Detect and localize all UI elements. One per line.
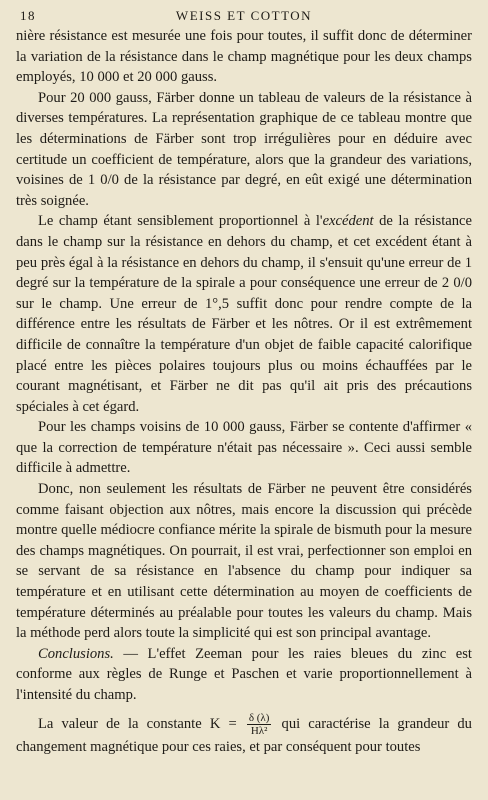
paragraph-constant [16, 712, 472, 758]
paragraph-1: nière résistance est mesurée une fois pour toutes, il suffit donc de déterminer la variation de la résistance dans le champ magnétique pour les deux champs employés, 10 000 et 20 000 gauss. [16, 28, 472, 86]
emphasis-excedent: excédent [322, 213, 374, 230]
paragraph-conclusions [16, 644, 472, 706]
fraction-numerator: δ (λ) [248, 711, 270, 724]
paragraph-3 [16, 211, 472, 417]
page-number: 18 [20, 8, 36, 23]
constant-text-rest: qui caractérise la grandeur du changement magnétique pour ces raies, et par conséquent pour toutes [16, 715, 472, 755]
body-text [16, 26, 472, 757]
paragraph-4: Pour les champs voisins de 10 000 gauss, Färber se contente d'affirmer « que la correction de température n'était pas nécessaire ». Ceci aussi semble difficile à admettre. [16, 419, 472, 477]
paragraph-3-start: Le champ étant sensiblement proportionnel à l' [38, 213, 323, 230]
paragraph-5: Donc, non seulement les résultats de Färber ne peuvent être considérés comme faisant objection aux nôtres, mais encore la discussion qui précède montre quelle médiocre confiance mérite la spirale de bismuth pour la mesure des champs magnétiques. On pourrait, il est vrai, perfectionner son emploi en se servant de sa résistance en l'absence du champ pour indiquer sa température et en utilisant cette détermination au moyen de coefficients de température déterminés au préalable pour toutes les valeurs du champ. Mais la méthode perd alors toute la simplicité qui est son principal avantage. [16, 481, 472, 642]
fraction-denominator: Hλ² [250, 724, 268, 737]
paragraph-2: Pour 20 000 gauss, Färber donne un tableau de valeurs de la résistance à diverses températures. La représentation graphique de ce tableau montre que les déterminations de Färber sont trop irrégulières pour en déduire avec certitude un coefficient de température, alors que la grandeur des variations, voisines de 1 0/0 de la résistance par degré, en eût exigé une détermination très soignée. [16, 89, 472, 209]
constant-text-start: La valeur de la constante K = [38, 715, 245, 732]
paragraph-3-rest: de la résistance dans le champ sur la résistance en dehors du champ, et cet excédent étant à peu près égal à la résistance en dehors du champ, il s'ensuit qu'une erreur de 1 degré sur la température de la spirale a pour conséquence une erreur de 2 0/0 sur le champ. Une erreur de 1°,5 suffit donc pour rendre compte de la différence entre les résultats de Färber et les nôtres. Or il est extrêmement difficile de connaître la température d'un objet de faible capacité calorifique placé entre les pièces polaires toujours plus ou moins échauffées par le courant magnétisant, et Färber ne dit pas qu'il ait pris des précautions spéciales à cet égard. [16, 213, 472, 415]
conclusions-text: — L'effet Zeeman pour les raies bleues du zinc est conforme aux règles de Runge et Paschen et varie proportionnellement à l'intensité du champ. [16, 645, 472, 703]
constant-fraction [247, 712, 272, 737]
conclusions-heading: Conclusions. [38, 645, 114, 662]
running-title: WEISS ET COTTON [175, 8, 313, 23]
running-header [16, 6, 472, 26]
